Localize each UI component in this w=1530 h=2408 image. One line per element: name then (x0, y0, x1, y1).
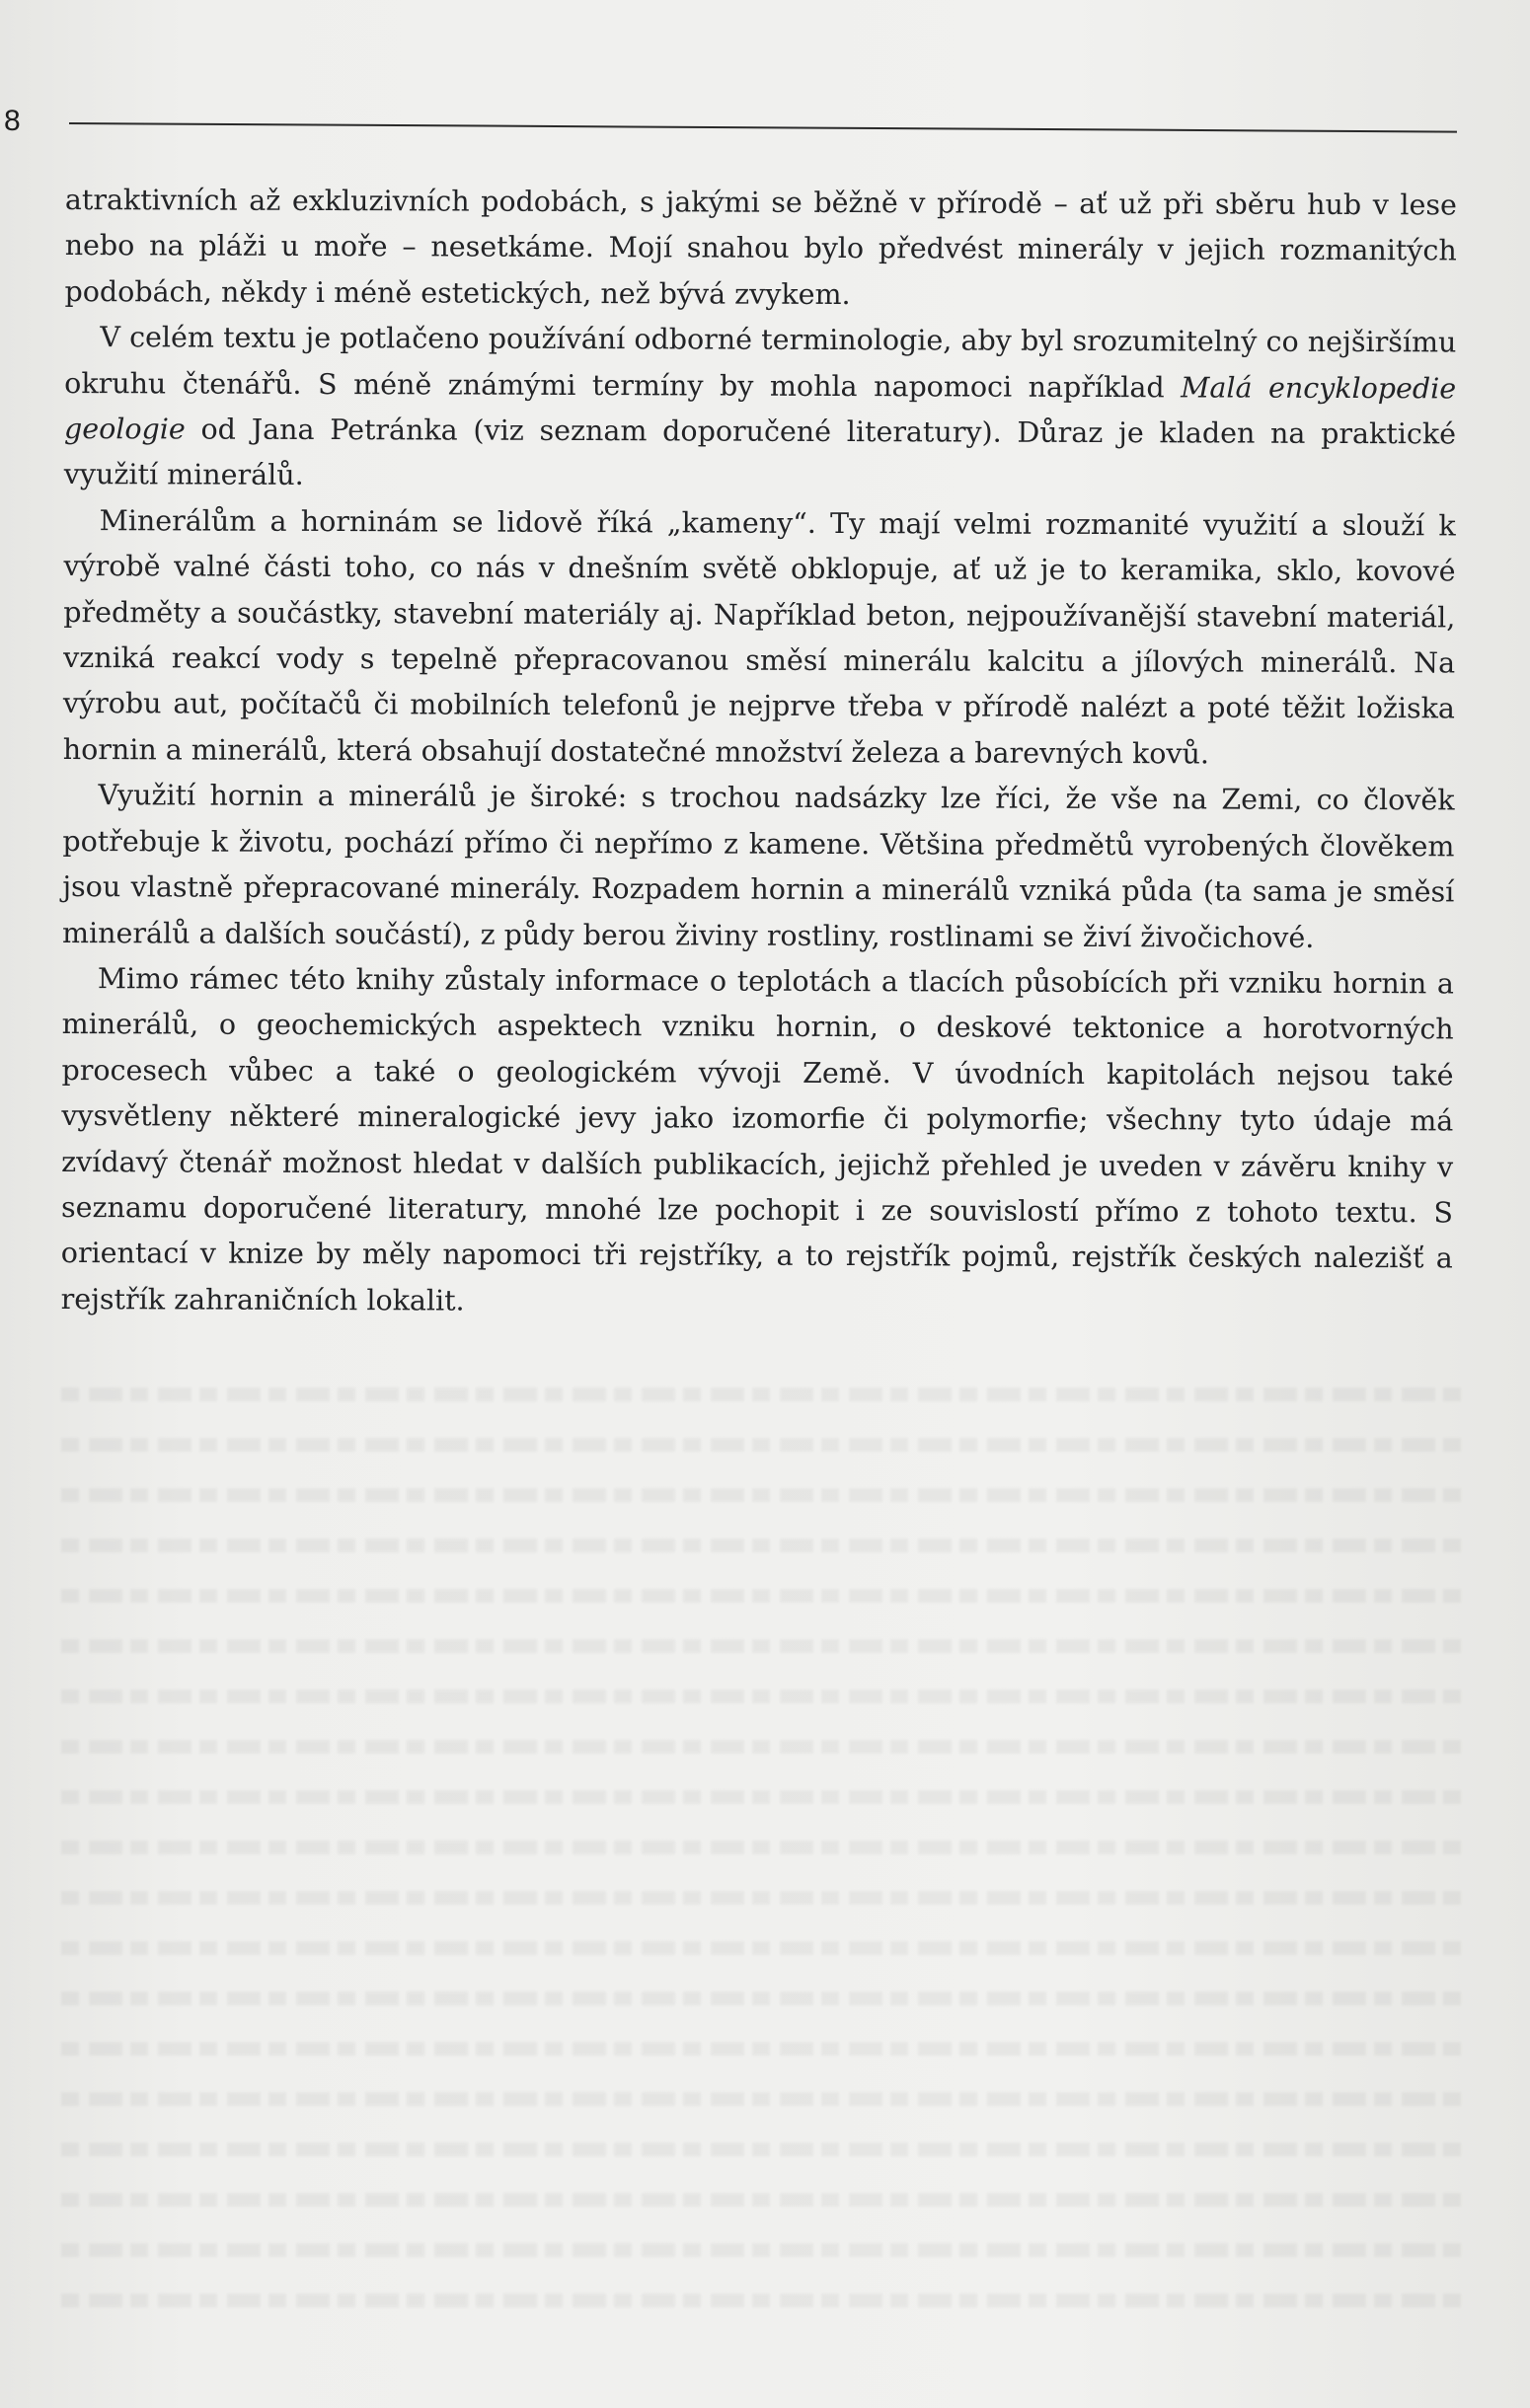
paragraph-3: Minerálům a horninám se lidově říká „kameny“. Ty mají velmi rozmanité využití a slouží k výrobě valné části toho, co nás v dnešním světě obklopuje, ať už je to keramika, sklo, kovové předměty a součástky, stavební materiály aj. Například beton, nejpoužívanější stavební materiál, vzniká reakcí vody s tepelně přepracovanou směsí minerálu kalcitu a jílových minerálů. Na výrobu aut, počítačů či mobilních telefonů je nejprve třeba v přírodě nalézt a poté těžit ložiska hornin a minerálů, která obsahují dostatečné množství železa a barevných kovů. (62, 503, 1456, 771)
paragraph-4: Využití hornin a minerálů je široké: s trochou nadsázky lze říci, že vše na Zemi, co člověk potřebuje k životu, pochází přímo či nepřímo z kamene. Většina předmětů vyrobených člověkem jsou vlastně přepracované minerály. Rozpadem hornin a minerálů vzniká půda (ta sama je směsí minerálů a dalších součástí), z půdy berou živiny rostliny, rostlinami se živí živočichové. (61, 779, 1455, 954)
header-rule (69, 122, 1457, 133)
paragraph-1: atraktivních až exkluzivních podobách, s jakými se běžně v přírodě – ať už při sběru hub v lese nebo na pláži u moře – nesetkáme. Mojí snahou bylo předvést minerály v jejich rozmanitých podobách, někdy i méně estetických, než bývá zvykem. (64, 183, 1457, 311)
paragraph-2-text-a: V celém textu je potlačeno používání odborné terminologie, aby byl srozumitelný co nejširšímu okruhu čtenářů. S méně známými termíny by mohla napomoci například (64, 321, 1457, 404)
paragraph-2-text-b: od Jana Petránka (viz seznam doporučené literatury). Důraz je kladen na praktické využití minerálů. (63, 413, 1457, 492)
paragraph-2 (64, 315, 1457, 503)
show-through-texture (59, 1372, 1461, 2319)
book-title-italic: Malá encyklopedie geologie (63, 370, 1457, 446)
body-text (61, 178, 1457, 1328)
page-number: 8 (4, 105, 21, 137)
paragraph-5: Mimo rámec této knihy zůstaly informace o teplotách a tlacích působících při vzniku hornin a minerálů, o geochemických aspektech vzniku hornin, o deskové tektonice a horotvorných procesech vůbec a také o geologickém vývoji Země. V úvodních kapitolách nejsou také vysvětleny některé mineralogické jevy jako izomorfie či polymorfie; všechny tyto údaje má zvídavý čtenář možnost hledat v dalších publikacích, jejichž přehled je uveden v závěru knihy v seznamu doporučené literatury, mnohé lze pochopit i ze souvislostí přímo z tohoto textu. S orientací v knize by měly napomoci tři rejstříky, a to rejstřík pojmů, rejstřík českých nalezišť a rejstřík zahraničních lokalit. (60, 962, 1454, 1317)
